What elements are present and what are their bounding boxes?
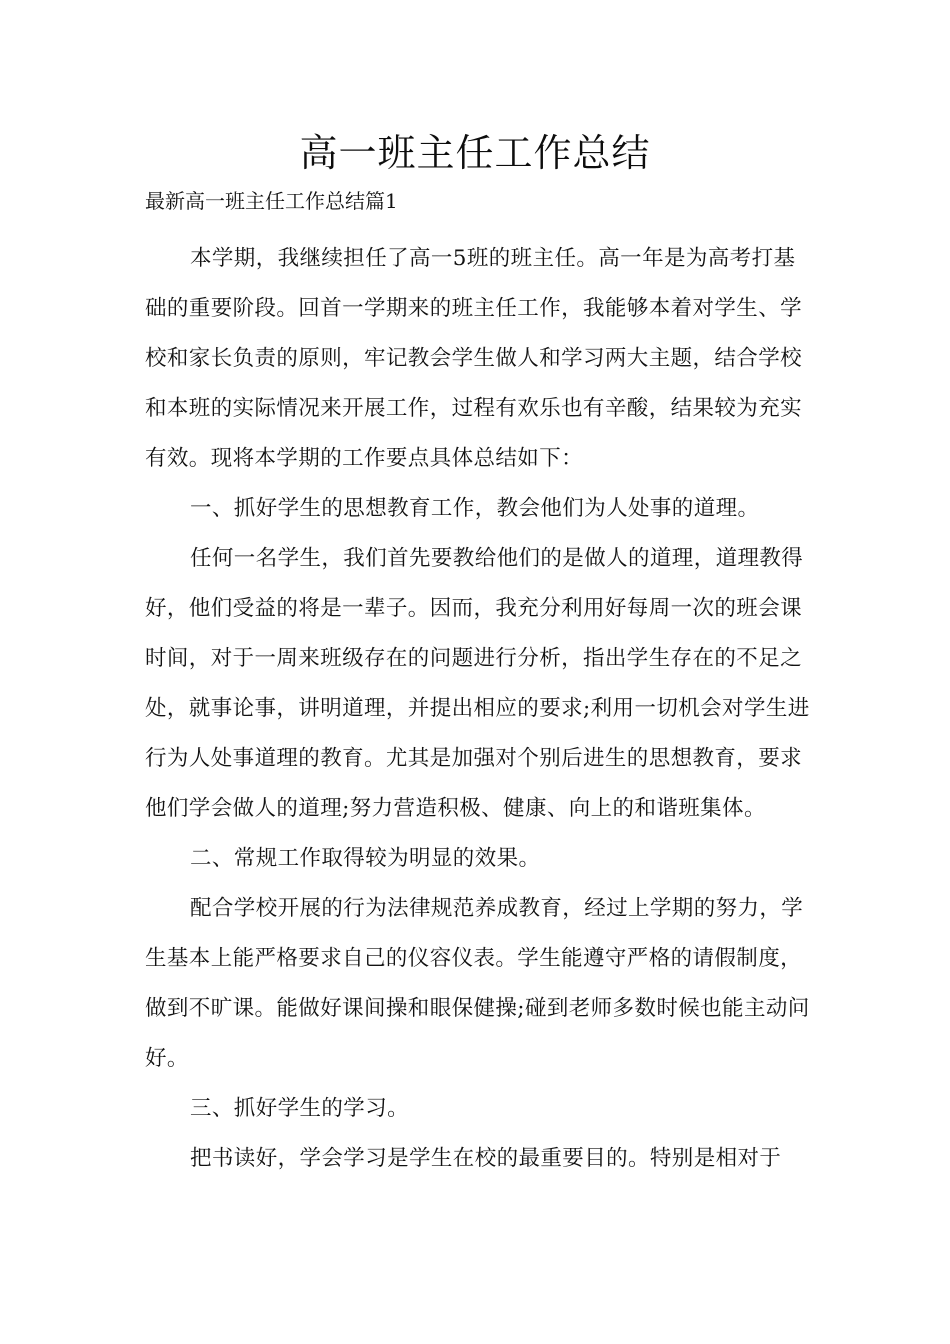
section-heading-1: 一、抓好学生的思想教育工作，教会他们为人处事的道理。 xyxy=(190,496,760,521)
section-heading-3: 三、抓好学生的学习。 xyxy=(190,1096,410,1121)
section-heading-2: 二、常规工作取得较为明显的效果。 xyxy=(190,846,541,871)
paragraph-intro: 本学期，我继续担任了高一5班的班主任。高一年是为高考打基础的重要阶段。回首一学期来的班主任工作，我能够本着对学生、学校和家长负责的原则，牢记教会学生做人和学习两大主题，结合学校和本班的实际情况来开展工作，过程有欢乐也有辛酸，结果较为充实有效。现将本学期的工作要点具体总结如下： xyxy=(145,246,803,471)
paragraph-section-3: 把书读好，学会学习是学生在校的最重要目的。特别是相对于 xyxy=(190,1146,782,1171)
document-title: 高一班主任工作总结 xyxy=(299,131,651,175)
paragraph-section-2: 配合学校开展的行为法律规范养成教育，经过上学期的努力，学生基本上能严格要求自己的仪容仪表。学生能遵守严格的请假制度，做到不旷课。能做好课间操和眼保健操;碰到老师多数时候也能主动问好。 xyxy=(145,896,810,1071)
document-subtitle: 最新高一班主任工作总结篇1 xyxy=(145,189,398,213)
paragraph-section-1: 任何一名学生，我们首先要教给他们的是做人的道理，道理教得好，他们受益的将是一辈子。因而，我充分利用好每周一次的班会课时间，对于一周来班级存在的问题进行分析，指出学生存在的不足之处，就事论事，讲明道理，并提出相应的要求;利用一切机会对学生进行为人处事道理的教育。尤其是加强对个别后进生的思想教育，要求他们学会做人的道理;努力营造积极、健康、向上的和谐班集体。 xyxy=(145,546,810,821)
document-body xyxy=(145,234,810,1184)
